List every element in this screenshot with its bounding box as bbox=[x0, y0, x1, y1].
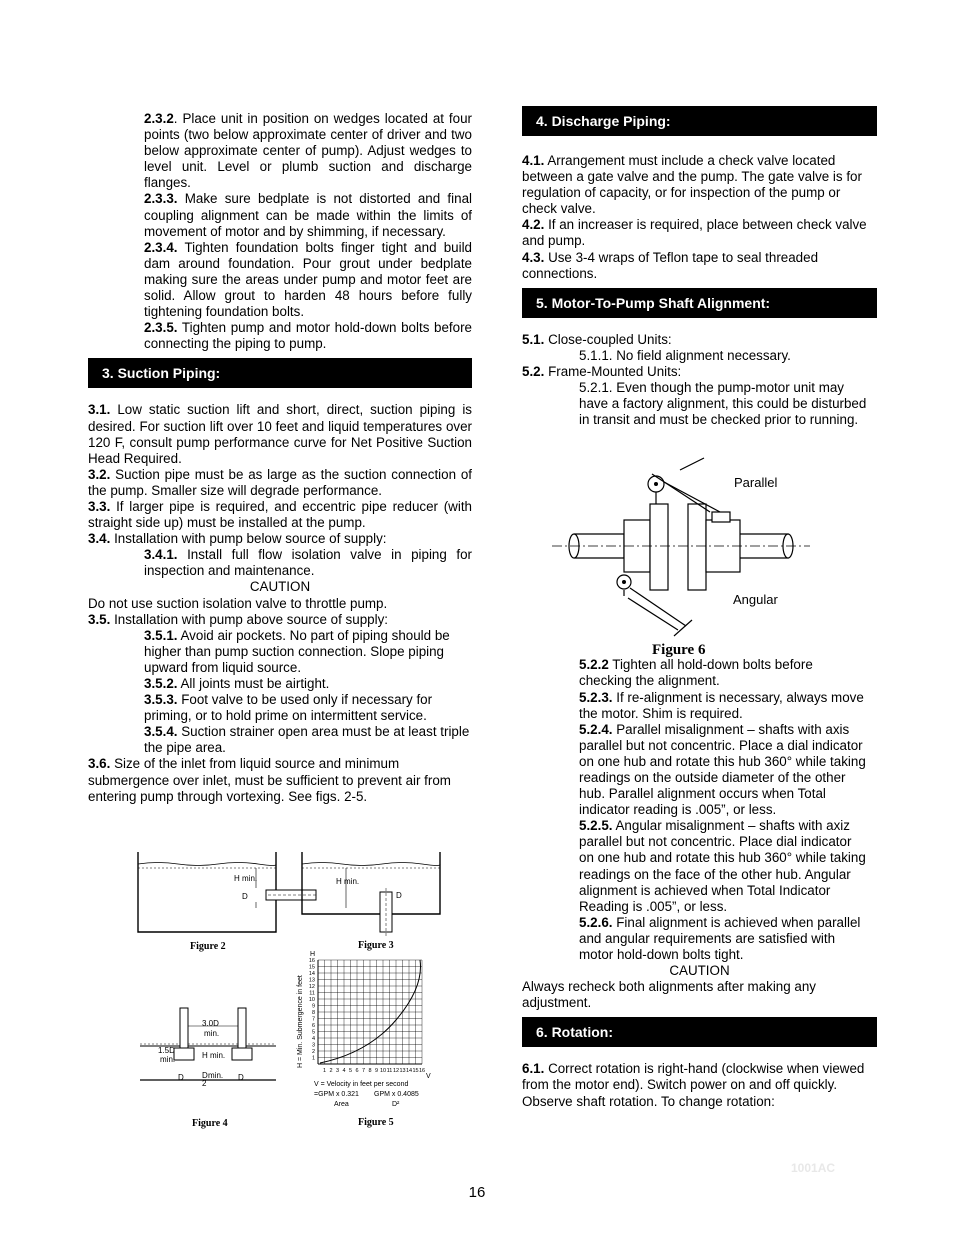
fig4-hmin-label: H min. bbox=[202, 1051, 226, 1060]
fig5-curve bbox=[320, 960, 421, 1063]
para-3-6: 3.6. Size of the inlet from liquid source and minimum submergence over inlet, must be sufficient to prevent air from entering pump through vortexing. See figs. 2-5. bbox=[88, 756, 451, 804]
figure-4-diagram bbox=[140, 1008, 276, 1129]
fig5-h-label: H bbox=[310, 951, 316, 958]
para-5-2-3: 5.2.3. If re-alignment is necessary, always move the motor. Shim is required. bbox=[579, 689, 864, 721]
para-3-5: 3.5. Installation with pump above source of supply: bbox=[88, 611, 388, 627]
fig5-y-tick: 16 bbox=[308, 958, 315, 964]
fig5-x-tick: 5 bbox=[348, 1068, 353, 1074]
figures-2-5 bbox=[128, 848, 448, 1133]
fig5-d2: D² bbox=[392, 1101, 400, 1108]
fig5-y-ticks bbox=[309, 958, 315, 1062]
para-2-3-2: 2.3.2. Place unit in position on wedges located at four points (two below approximate center of driver and two below approximate center of pump). Adjust wedges to level unit. Level or plumb suction and discharge flanges. bbox=[144, 111, 472, 191]
para-5-1: 5.1. Close-coupled Units: bbox=[522, 331, 672, 347]
fig4-1-5d-label: 1.5D bbox=[158, 1046, 175, 1055]
figure-6-caption: Figure 6 bbox=[652, 642, 706, 658]
section-4-header: 4. Discharge Piping: bbox=[522, 106, 877, 136]
fig4-min3-label: min. bbox=[208, 1071, 224, 1080]
parallel-clamp bbox=[680, 458, 704, 470]
para-2-3-3: 2.3.3. Make sure bedplate is not distorted and final coupling alignment can be made within the limits of movement of motor and by shimming, if necessary. bbox=[144, 191, 472, 239]
para-2-3-5: 2.3.5. Tighten pump and motor hold-down bolts before connecting the piping to pump. bbox=[144, 320, 472, 352]
fig4-caption: Figure 4 bbox=[192, 1118, 228, 1129]
fig3-caption: Figure 3 bbox=[358, 940, 394, 951]
fig4-min-label: min. bbox=[204, 1029, 220, 1038]
para-3-5-3: 3.5.3. Foot valve to be used only if necessary for priming, or to hold prime on intermittent service. bbox=[144, 692, 433, 724]
fig5-y-tick: 10 bbox=[308, 997, 315, 1003]
para-3-4: 3.4. Installation with pump below source of supply: bbox=[88, 531, 387, 547]
left-shaft bbox=[574, 534, 624, 558]
fig4-d-left: D bbox=[178, 1073, 184, 1082]
fig5-y-tick: 11 bbox=[309, 990, 315, 997]
para-5-2-1: 5.2.1. Even though the pump-motor unit may have a factory alignment, this could be disturbed in transit and must be checked prior to running. bbox=[579, 380, 867, 428]
fig5-y-tick: 9 bbox=[311, 1003, 315, 1010]
fig3-hmin-label: H min. bbox=[336, 877, 360, 886]
para-3-5-1: 3.5.1. Avoid air pockets. No part of piping should be higher than pump suction connection. Slope piping upward from liquid source. bbox=[144, 627, 450, 675]
para-5-2-2: 5.2.2 Tighten all hold-down bolts before checking the alignment. bbox=[579, 657, 813, 689]
fig5-x-tick: 6 bbox=[355, 1068, 359, 1074]
caution-label: CAUTION bbox=[249, 579, 311, 595]
fig5-y-axis: H = Min. Submergence in feet bbox=[297, 975, 304, 1068]
para-5-2: 5.2. Frame-Mounted Units: bbox=[522, 363, 682, 379]
fig5-x-tick: 1 bbox=[322, 1068, 327, 1074]
fig5-x-tick: 16 bbox=[418, 1068, 426, 1074]
para-5-2-6: 5.2.6. Final alignment is achieved when parallel and angular requirements are satisfied with motor hold-down bolts tight. bbox=[579, 914, 861, 962]
para-3-3: 3.3. If larger pipe is required, and eccentric pipe reducer (with straight side up) must be installed at the pump. bbox=[88, 498, 472, 531]
parallel-contact-block bbox=[712, 512, 730, 522]
fig5-x-tick: 10 bbox=[379, 1068, 387, 1074]
para-3-5-2: 3.5.2. All joints must be airtight. bbox=[144, 676, 330, 691]
right-coupling-half bbox=[688, 504, 706, 590]
angular-arm-2 bbox=[628, 598, 678, 630]
parallel-label: Parallel bbox=[734, 475, 778, 490]
fig5-y-tick: 3 bbox=[311, 1042, 315, 1049]
figure-6-alignment bbox=[552, 454, 812, 659]
figure-5-chart bbox=[297, 951, 431, 1128]
angular-clamp bbox=[674, 620, 692, 636]
fig5-eq2: GPM x 0.4085 bbox=[374, 1091, 419, 1098]
para-2-3-4: 2.3.4. Tighten foundation bolts finger tight and build dam around foundation. Pour grout under bedplate making sure the areas under pump and motor feet are solid. Allow grout to harden 48 hours before fully tightening foundation bolts. bbox=[144, 239, 472, 320]
fig5-y-tick: 7 bbox=[311, 1016, 315, 1023]
angular-arm bbox=[630, 588, 686, 626]
fig5-eq1: =GPM x 0.321 bbox=[314, 1091, 359, 1098]
left-column bbox=[88, 111, 472, 805]
caution-text-2: Always recheck both alignments after making any adjustment. bbox=[522, 979, 816, 1011]
fig4-3d-label: 3.0D bbox=[202, 1019, 219, 1028]
fig5-x-ticks bbox=[323, 1068, 425, 1074]
fig5-y-tick: 5 bbox=[311, 1029, 315, 1036]
fig5-y-tick: 2 bbox=[311, 1049, 315, 1055]
fig4-two: 2 bbox=[202, 1079, 207, 1088]
page-number: 16 bbox=[468, 1184, 486, 1201]
para-3-4-1: 3.4.1. Install full flow isolation valve in piping for inspection and maintenance. bbox=[144, 547, 472, 579]
para-6-1: 6.1. Correct rotation is right-hand (clockwise when viewed from the motor end). Switch power on and off quickly. Observe shaft rotation. To change rotation: bbox=[522, 1061, 865, 1109]
para-3-1: 3.1. Low static suction lift and short, direct, suction piping is desired. For suction lift over 10 feet and liquid temperatures over 120 F, consult pump performance curve for Net Positive Suction Head Required. bbox=[88, 402, 472, 466]
fig2-hmin-label: H min. bbox=[234, 874, 258, 883]
left-coupling-half bbox=[650, 504, 668, 590]
caution-label-2: CAUTION bbox=[669, 963, 730, 979]
section-3-header: 3. Suction Piping: bbox=[88, 358, 472, 388]
fig5-y-tick: 4 bbox=[311, 1036, 315, 1042]
fig2-caption: Figure 2 bbox=[190, 941, 226, 952]
fig3-d-label: D bbox=[396, 891, 402, 900]
angular-label: Angular bbox=[733, 592, 778, 607]
figure-2-diagram bbox=[138, 852, 318, 952]
angular-dial-center bbox=[622, 580, 626, 584]
fig5-y-tick: 8 bbox=[311, 1010, 315, 1016]
fig5-x-tick: 15 bbox=[412, 1068, 419, 1074]
para-5-1-1: 5.1.1. No field alignment necessary. bbox=[579, 347, 791, 363]
para-5-2-5: 5.2.5. Angular misalignment – shafts with axiz parallel but not concentric. Place dial indicator on one hub and rotate this hub 360° while taking readings on the face of the other hub. Angular alignment is achieved when Total Indicator Reading is .005”, or less. bbox=[579, 818, 866, 914]
fig5-vel-label: V = Velocity in feet per second bbox=[314, 1081, 409, 1088]
section-5-header: 5. Motor-To-Pump Shaft Alignment: bbox=[522, 288, 877, 318]
para-5-2-4: 5.2.4. Parallel misalignment – shafts with axis parallel but not concentric. Place a dial indicator on one hub and rotate this hub 360° while taking readings on the outside diameter of the other hub. Parallel alignment occurs when Total indicator reading is .005”, or less. bbox=[579, 721, 866, 818]
section-5-2-details bbox=[522, 657, 877, 963]
section-6-header: 6. Rotation: bbox=[522, 1017, 877, 1047]
fig5-x-tick: 7 bbox=[361, 1068, 366, 1074]
fig5-x-tick: 13 bbox=[399, 1068, 406, 1074]
para-3-2: 3.2. Suction pipe must be as large as the suction connection of the pump. Smaller size will degrade performance. bbox=[88, 466, 472, 498]
fig4-min2-label: min. bbox=[160, 1055, 176, 1064]
fig5-x-tick: 14 bbox=[405, 1068, 413, 1074]
fig5-x-tick: 11 bbox=[386, 1068, 393, 1074]
fig5-y-tick: 14 bbox=[308, 971, 315, 977]
para-3-5-4: 3.5.4. Suction strainer open area must be at least triple the pipe area. bbox=[144, 724, 470, 756]
fig5-caption: Figure 5 bbox=[358, 1117, 394, 1128]
fig5-v-label: V bbox=[426, 1073, 431, 1080]
para-4-1: 4.1. Arrangement must include a check valve located between a gate valve and the pump. The gate valve is for regulation of capacity, or for inspection of the pump or check valve. bbox=[522, 153, 862, 217]
fig5-y-tick: 13 bbox=[308, 977, 315, 984]
fig5-y-tick: 6 bbox=[311, 1023, 315, 1029]
fig5-x-tick: 2 bbox=[329, 1068, 333, 1074]
fig5-x-tick: 3 bbox=[335, 1068, 340, 1074]
fig5-grid bbox=[318, 960, 422, 1064]
para-4-3: 4.3. Use 3-4 wraps of Teflon tape to seal threaded connections. bbox=[522, 249, 819, 281]
fig4-d-over-2: D bbox=[202, 1071, 208, 1080]
fig5-x-tick: 8 bbox=[368, 1068, 372, 1074]
fig5-y-tick: 15 bbox=[308, 964, 315, 971]
fig5-y-tick: 1 bbox=[311, 1055, 315, 1062]
fig5-x-tick: 4 bbox=[342, 1068, 346, 1074]
fig5-x-tick: 12 bbox=[392, 1068, 400, 1074]
fig4-d-right: D bbox=[238, 1073, 244, 1082]
para-4-2: 4.2. If an increaser is required, place between check valve and pump. bbox=[522, 217, 867, 249]
caution-text: Do not use suction isolation valve to throttle pump. bbox=[88, 595, 388, 611]
figure-3-diagram bbox=[302, 852, 440, 951]
fig5-x-tick: 9 bbox=[374, 1068, 379, 1074]
parallel-dial-center bbox=[654, 482, 658, 486]
fig5-area: Area bbox=[334, 1101, 349, 1108]
fig5-y-tick: 12 bbox=[308, 984, 315, 990]
document-code: 1001AC bbox=[791, 1161, 836, 1175]
section-2-3-continuation bbox=[88, 111, 472, 352]
fig2-d-label: D bbox=[242, 892, 248, 901]
